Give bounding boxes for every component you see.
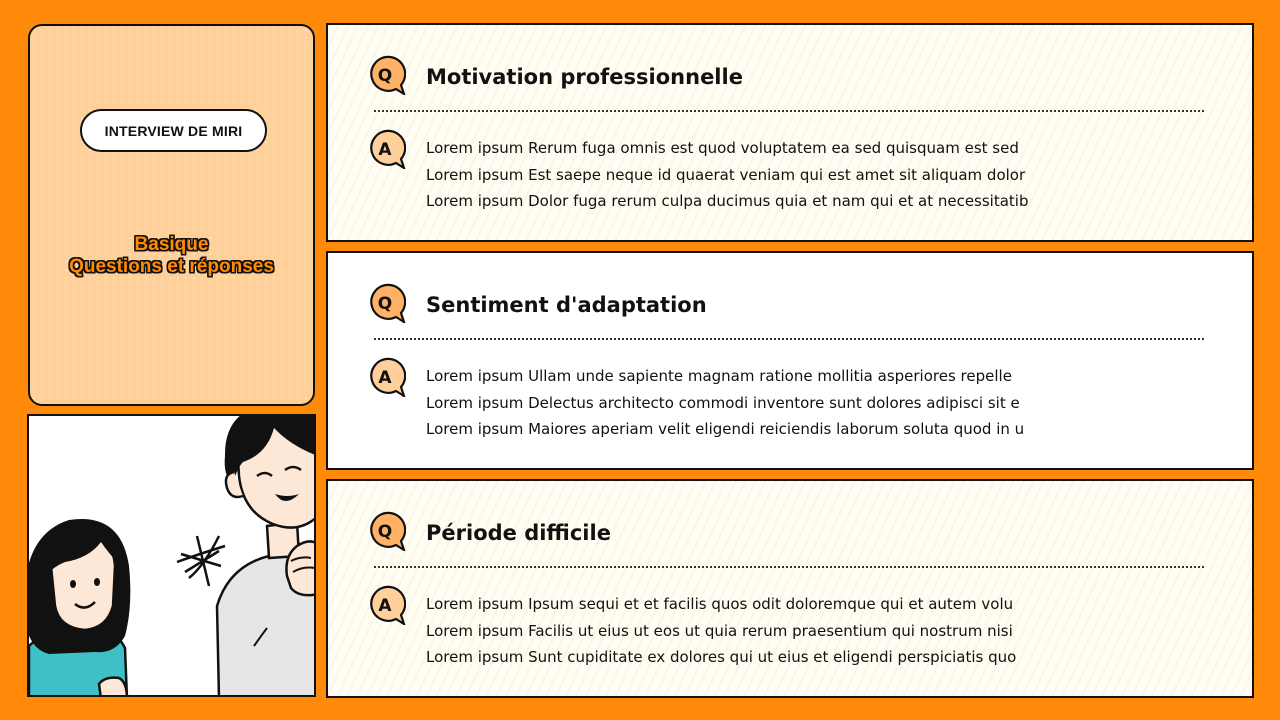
answer-line: Lorem ipsum Ipsum sequi et et facilis quos odit doloremque qui et autem volu bbox=[426, 595, 1014, 613]
answer-line: Lorem ipsum Facilis ut eius ut eos ut quia rerum praesentium qui nostrum nisi bbox=[426, 621, 1013, 640]
qa-card-adaptation bbox=[326, 251, 1254, 470]
svg-text:Q: Q bbox=[377, 294, 393, 314]
answer-line: Lorem ipsum Rerum fuga omnis est quod voluptatem ea sed quisquam est sed bbox=[426, 139, 1019, 157]
dotted-divider bbox=[374, 566, 1204, 568]
question-title: Motivation professionnelle bbox=[426, 65, 743, 89]
answer-bubble-icon bbox=[366, 129, 406, 169]
qa-card-motivation bbox=[326, 23, 1254, 242]
answer-text bbox=[426, 591, 1212, 671]
subtitle-line-2: Questions et réponses bbox=[69, 256, 274, 277]
answer-line: Lorem ipsum Maiores aperiam velit eligendi reiciendis laborum soluta quod in u bbox=[426, 420, 1025, 439]
question-bubble-icon bbox=[366, 283, 406, 323]
illustration-panel bbox=[27, 414, 316, 697]
svg-text:Q: Q bbox=[377, 66, 393, 86]
subtitle bbox=[30, 234, 313, 278]
question-bubble-icon bbox=[366, 55, 406, 95]
two-people-illustration bbox=[29, 416, 316, 697]
answer-line: Lorem ipsum Delectus architecto commodi inventore sunt dolores adipisci sit e bbox=[426, 393, 1020, 412]
answer-line: Lorem ipsum Ullam unde sapiente magnam ratione mollitia asperiores repelle bbox=[426, 367, 1012, 385]
answer-line: Lorem ipsum Dolor fuga rerum culpa ducimus quia et nam qui et at necessitatib bbox=[426, 192, 1029, 211]
dotted-divider bbox=[374, 338, 1204, 340]
title-panel bbox=[28, 24, 315, 406]
svg-text:A: A bbox=[378, 140, 392, 160]
svg-text:A: A bbox=[378, 368, 392, 388]
svg-text:A: A bbox=[378, 596, 392, 616]
dotted-divider bbox=[374, 110, 1204, 112]
question-bubble-icon bbox=[366, 511, 406, 551]
answer-line: Lorem ipsum Sunt cupiditate ex dolores qui ut eius et eligendi perspiciatis quo bbox=[426, 648, 1017, 667]
qa-card-difficult-period bbox=[326, 479, 1254, 698]
answer-text bbox=[426, 363, 1212, 443]
answer-line: Lorem ipsum Est saepe neque id quaerat veniam qui est amet sit aliquam dolor bbox=[426, 165, 1026, 184]
answer-text bbox=[426, 135, 1212, 215]
subtitle-line-1: Basique bbox=[134, 234, 209, 255]
answer-bubble-icon bbox=[366, 585, 406, 625]
svg-text:Q: Q bbox=[377, 522, 393, 542]
question-title: Période difficile bbox=[426, 521, 611, 545]
answer-bubble-icon bbox=[366, 357, 406, 397]
question-title: Sentiment d'adaptation bbox=[426, 293, 707, 317]
interview-badge: INTERVIEW DE MIRI bbox=[80, 109, 267, 152]
